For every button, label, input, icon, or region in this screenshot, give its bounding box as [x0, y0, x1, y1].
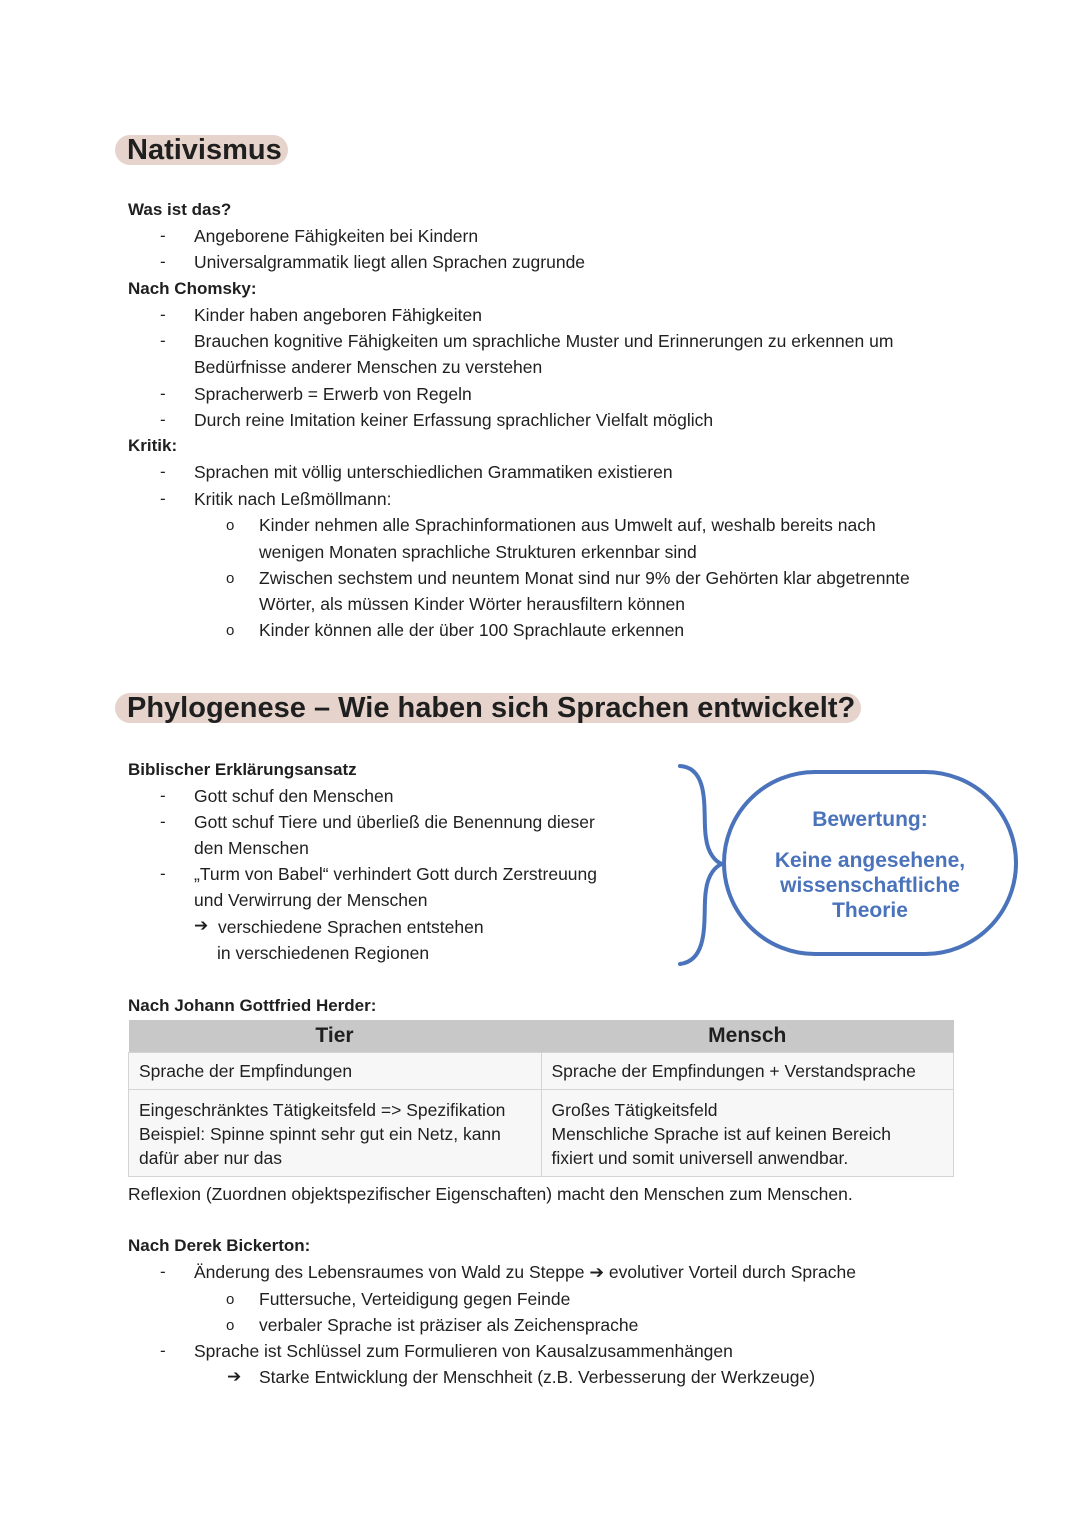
cell-line: Beispiel: Spinne spinnt sehr gut ein Netz, kann: [139, 1124, 501, 1144]
bewertung-line: Theorie: [832, 899, 908, 922]
cell-line: Großes Tätigkeitsfeld: [551, 1100, 718, 1120]
list-item: „Turm von Babel“ verhindert Gott durch Zerstreuung: [194, 864, 597, 884]
bullet-dash-icon: -: [160, 384, 166, 403]
list-item-continued: Bedürfnisse anderer Menschen zu verstehen: [194, 357, 543, 377]
list-item: Starke Entwicklung der Menschheit (z.B. Verbesserung der Werkzeuge): [259, 1367, 816, 1387]
heading-kritik: Kritik:: [128, 436, 178, 455]
table-row: [129, 1053, 954, 1090]
heading-nach-chomsky: Nach Chomsky:: [128, 279, 257, 298]
table-cell: [541, 1090, 954, 1177]
bewertung-label: Bewertung:: [812, 808, 928, 831]
column-header-mensch: Mensch: [541, 1020, 954, 1053]
heading-biblischer-erklaerungsansatz: Biblischer Erklärungsansatz: [128, 760, 357, 779]
list-item: Futtersuche, Verteidigung gegen Feinde: [259, 1289, 571, 1309]
bullet-dash-icon: -: [160, 1341, 166, 1360]
bullet-dash-icon: -: [160, 410, 166, 429]
list-item: Angeborene Fähigkeiten bei Kindern: [194, 226, 479, 246]
table-header-row: [129, 1020, 954, 1053]
list-item: Kinder nehmen alle Sprachinformationen aus Umwelt auf, weshalb bereits nach: [259, 515, 876, 535]
reflexion-text: Reflexion (Zuordnen objektspezifischer Eigenschaften) macht den Menschen zum Menschen.: [128, 1184, 853, 1204]
list-item: Sprachen mit völlig unterschiedlichen Grammatiken existieren: [194, 462, 673, 482]
list-item: Brauchen kognitive Fähigkeiten um sprachliche Muster und Erinnerungen zu erkennen um: [194, 331, 894, 351]
cell-line: dafür aber nur das: [139, 1148, 283, 1168]
curly-brace-icon: [680, 766, 722, 964]
table-cell: [129, 1090, 542, 1177]
list-item-part: Änderung des Lebensraumes von Wald zu Steppe: [194, 1262, 585, 1282]
bullet-circle-icon: o: [226, 1317, 235, 1334]
table-row: [129, 1090, 954, 1177]
bullet-dash-icon: -: [160, 812, 166, 831]
cell-line: Menschliche Sprache ist auf keinen Bereich: [551, 1124, 891, 1144]
cell-line: fixiert und somit universell anwendbar.: [551, 1148, 849, 1168]
bullet-dash-icon: -: [160, 305, 166, 324]
list-item: Kinder haben angeboren Fähigkeiten: [194, 305, 482, 325]
bullet-dash-icon: -: [160, 331, 166, 350]
bullet-dash-icon: -: [160, 462, 166, 481]
list-item-continued: Wörter, als müssen Kinder Wörter herausfiltern können: [259, 594, 686, 614]
bewertung-text: [724, 848, 1016, 923]
list-item-continued: den Menschen: [194, 838, 309, 858]
list-item: verbaler Sprache ist präziser als Zeichensprache: [259, 1315, 639, 1335]
table-cell: Sprache der Empfindungen: [129, 1053, 542, 1090]
list-item-continued: in verschiedenen Regionen: [217, 943, 430, 963]
list-item: Universalgrammatik liegt allen Sprachen zugrunde: [194, 252, 586, 272]
section-title-phylogenese: Phylogenese – Wie haben sich Sprachen entwickelt?: [115, 693, 861, 723]
list-item: Kritik nach Leßmöllmann:: [194, 489, 392, 509]
column-header-tier: Tier: [129, 1020, 542, 1053]
list-item: [194, 1261, 856, 1283]
cell-line: Eingeschränktes Tätigkeitsfeld => Spezifikation: [139, 1100, 506, 1120]
bewertung-line: Keine angesehene,: [774, 849, 966, 872]
list-item-part: evolutiver Vorteil durch Sprache: [608, 1262, 856, 1282]
bullet-dash-icon: -: [160, 252, 166, 271]
bullet-dash-icon: -: [160, 864, 166, 883]
list-item: Zwischen sechstem und neuntem Monat sind nur 9% der Gehörten klar abgetrennte: [259, 568, 910, 588]
bullet-dash-icon: -: [160, 786, 166, 805]
bullet-dash-icon: -: [160, 1262, 166, 1281]
list-item: Gott schuf den Menschen: [194, 786, 394, 806]
list-item: Kinder können alle der über 100 Sprachlaute erkennen: [259, 620, 685, 640]
arrow-right-icon: ➔: [194, 916, 209, 935]
herder-table: [128, 1020, 954, 1177]
bullet-dash-icon: -: [160, 489, 166, 508]
list-item: Spracherwerb = Erwerb von Regeln: [194, 384, 472, 404]
list-item-continued: und Verwirrung der Menschen: [194, 890, 428, 910]
section-title-nativismus: Nativismus: [115, 135, 288, 165]
bullet-circle-icon: o: [226, 570, 235, 587]
heading-herder: Nach Johann Gottfried Herder:: [128, 996, 377, 1015]
bullet-dash-icon: -: [160, 226, 166, 245]
heading-bickerton: Nach Derek Bickerton:: [128, 1236, 311, 1255]
table-cell: Sprache der Empfindungen + Verstandsprache: [541, 1053, 954, 1090]
list-item: verschiedene Sprachen entstehen: [218, 917, 484, 937]
bewertung-line: wissenschaftliche: [780, 874, 960, 897]
bullet-circle-icon: o: [226, 622, 235, 639]
list-item-continued: wenigen Monaten sprachliche Strukturen erkennbar sind: [259, 542, 697, 562]
bullet-circle-icon: o: [226, 1291, 235, 1308]
list-item: Durch reine Imitation keiner Erfassung sprachlicher Vielfalt möglich: [194, 410, 714, 430]
arrow-right-icon: ➔: [589, 1262, 604, 1282]
list-item: Sprache ist Schlüssel zum Formulieren von Kausalzusammenhängen: [194, 1341, 733, 1361]
bullet-circle-icon: o: [226, 517, 235, 534]
list-item: Gott schuf Tiere und überließ die Benennung dieser: [194, 812, 595, 832]
arrow-right-icon: ➔: [227, 1367, 242, 1386]
heading-was-ist-das: Was ist das?: [128, 200, 232, 219]
